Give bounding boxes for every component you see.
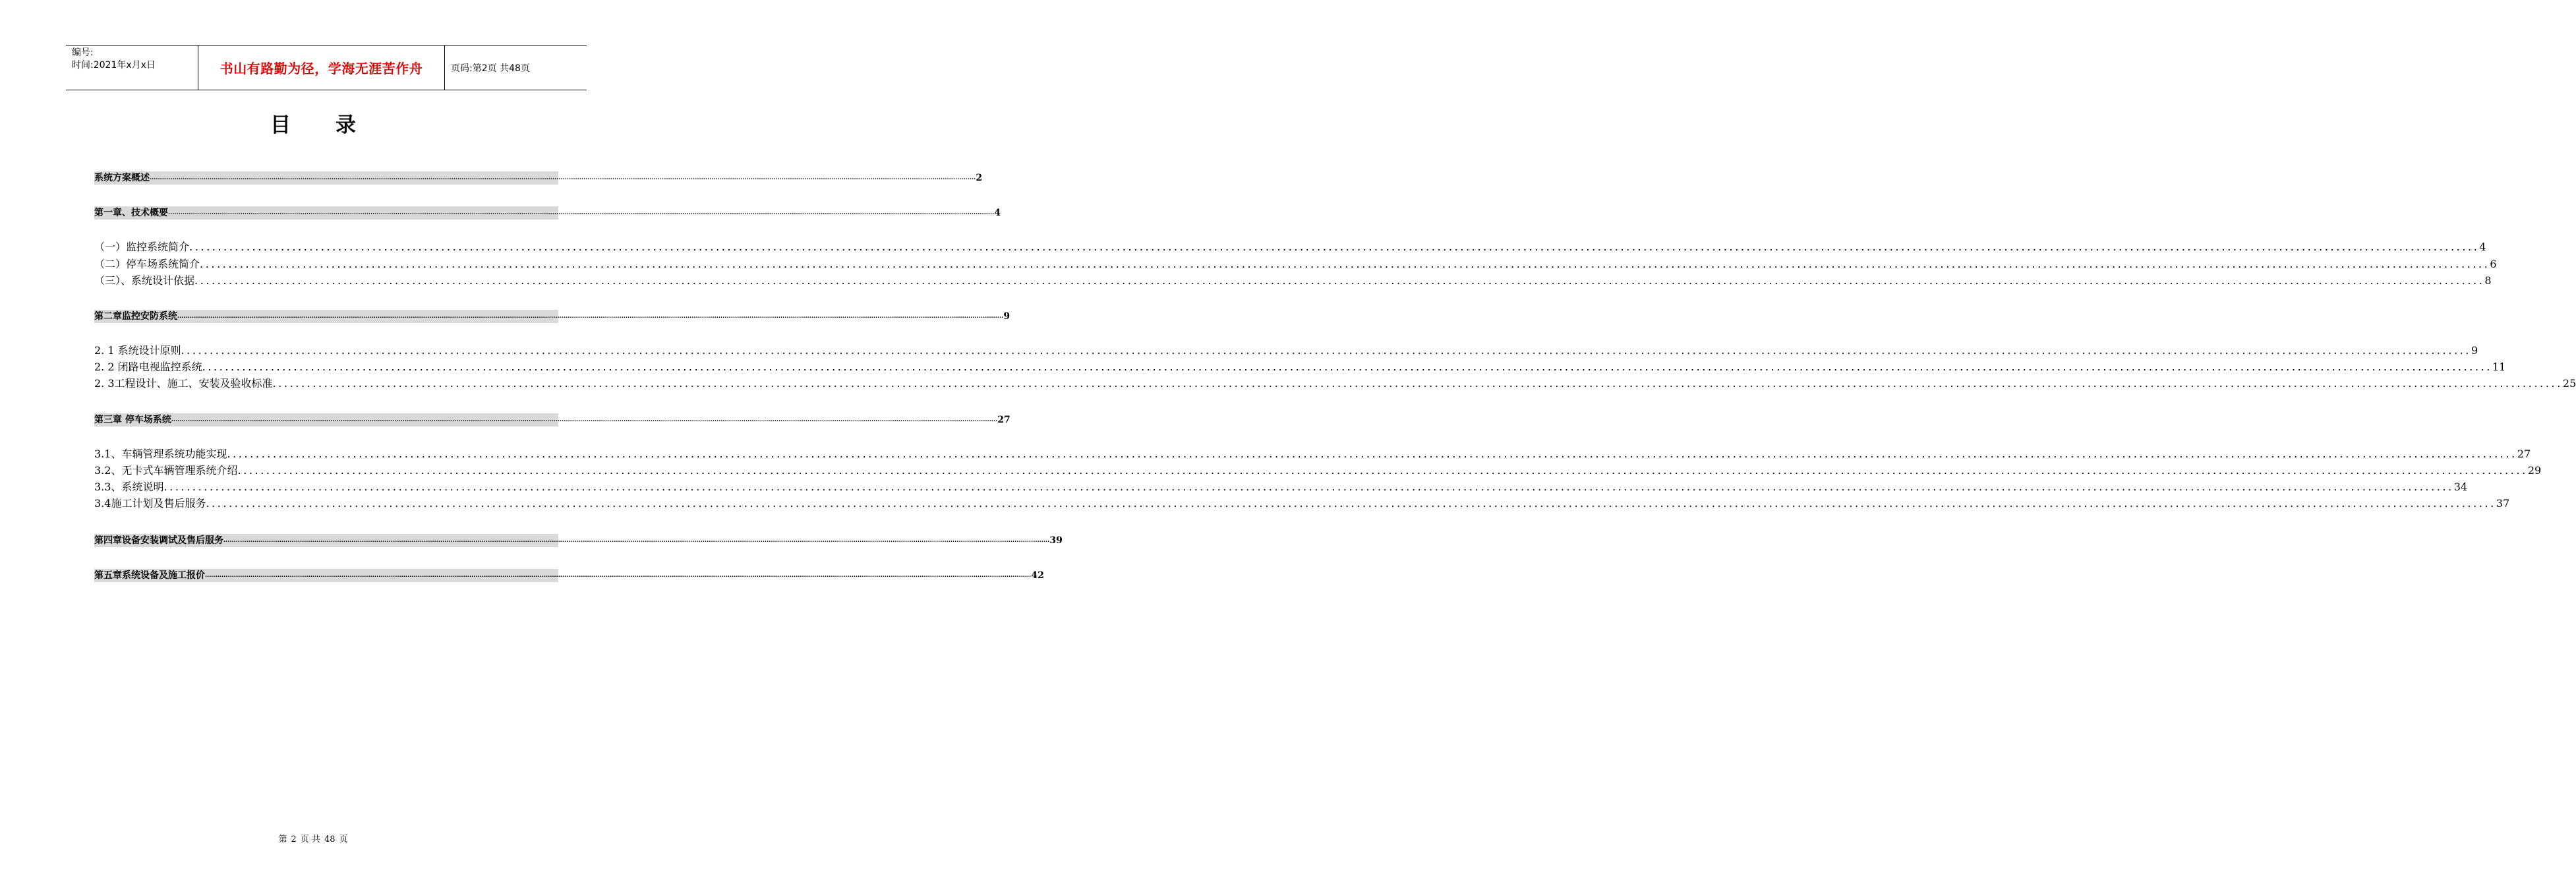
toc-entry-label: （二）停车场系统简介 xyxy=(94,258,200,270)
toc-entry-page: 27 xyxy=(997,415,1010,425)
toc-entry-label: 3.3、系统说明 xyxy=(94,481,164,493)
toc-entry-label: （一）监控系统简介 xyxy=(94,241,190,253)
toc-entry-label: 3.4施工计划及售后服务 xyxy=(94,497,206,510)
toc-entry-page: 2 xyxy=(976,173,983,183)
toc-leader-dots: ................................................................................................................................................................................................................................................................................................................................................................................................................ xyxy=(189,241,2480,253)
header-page-info: 页码:第2页 共48页 xyxy=(451,63,530,74)
toc-entry[interactable] xyxy=(94,171,983,185)
toc-entry-page: 11 xyxy=(2492,361,2506,373)
doc-number-label: 编号: xyxy=(72,47,94,58)
header-motto: 书山有路勤为径，学海无涯苦作舟 xyxy=(198,45,445,90)
toc-leader-dots: ................................................................................................................................................................................................................................................................................................................................................................................................................ xyxy=(194,274,2485,287)
toc-entry[interactable] xyxy=(94,569,1044,582)
toc-entry-label: 2. 3工程设计、施工、安装及验收标准 xyxy=(94,377,273,390)
toc-entry[interactable] xyxy=(94,496,2510,512)
toc-entry[interactable] xyxy=(94,413,1010,427)
toc-entry-label: 第一章、技术概要 xyxy=(94,208,168,218)
toc-entry-label: 2. 1 系统设计原则 xyxy=(94,344,181,357)
toc-entry[interactable] xyxy=(94,534,1063,547)
toc-entry-page: 37 xyxy=(2496,497,2510,510)
page-header xyxy=(66,45,587,90)
toc-title: 目录 xyxy=(270,113,401,137)
doc-time-label: 时间:2021年x月x日 xyxy=(72,60,156,71)
toc-leader-dots: ................................................................................................................................................................................................................................................................................................................................................................................................................ xyxy=(163,481,2454,493)
toc-entry-page: 27 xyxy=(2517,448,2531,460)
toc-entry[interactable] xyxy=(94,446,2531,462)
toc-leader-dots: ................................................................................................................................................................................................................................................................................................................................................................................................................ xyxy=(223,537,1050,544)
toc-entry[interactable] xyxy=(94,479,2468,495)
toc-entry-label: 3.2、无卡式车辆管理系统介绍 xyxy=(94,464,238,477)
toc-entry-page: 9 xyxy=(1003,311,1010,322)
toc-entry-label: 系统方案概述 xyxy=(94,173,150,183)
toc-entry-page: 34 xyxy=(2453,481,2468,493)
toc-entry-page: 4 xyxy=(994,208,1001,218)
toc-leader-dots: ................................................................................................................................................................................................................................................................................................................................................................................................................ xyxy=(272,377,2563,390)
toc-entry[interactable] xyxy=(94,273,2492,289)
toc-entry[interactable] xyxy=(94,206,1001,220)
toc-entry[interactable] xyxy=(94,256,2497,272)
toc-entry-page: 42 xyxy=(1031,570,1044,581)
footer-prefix: 第 xyxy=(278,835,287,844)
toc-entry[interactable] xyxy=(94,239,2486,255)
toc-entry-page: 6 xyxy=(2490,258,2497,270)
toc-entry-label: （三）、系统设计依据 xyxy=(94,274,195,287)
toc-entry-label: 3.1、车辆管理系统功能实现 xyxy=(94,448,227,460)
toc-leader-dots: ................................................................................................................................................................................................................................................................................................................................................................................................................ xyxy=(171,417,998,423)
toc-entry-label: 第二章监控安防系统 xyxy=(94,311,177,322)
footer-current-page: 2 xyxy=(291,835,297,844)
toc-entry[interactable] xyxy=(94,359,2506,375)
toc-leader-dots: ................................................................................................................................................................................................................................................................................................................................................................................................................ xyxy=(181,344,2471,357)
toc-entry-page: 29 xyxy=(2527,464,2542,477)
toc-entry-label: 第三章 停车场系统 xyxy=(94,415,171,425)
footer-middle: 页 共 xyxy=(300,835,320,844)
page-footer xyxy=(0,832,626,844)
toc-leader-dots: ................................................................................................................................................................................................................................................................................................................................................................................................................ xyxy=(168,210,995,216)
toc-leader-dots: ................................................................................................................................................................................................................................................................................................................................................................................................................ xyxy=(150,175,976,181)
toc-entry-page: 4 xyxy=(2479,241,2486,253)
header-meta xyxy=(66,45,198,90)
toc-entry[interactable] xyxy=(94,343,2478,359)
toc-leader-dots: ................................................................................................................................................................................................................................................................................................................................................................................................................ xyxy=(200,258,2490,270)
toc-leader-dots: ................................................................................................................................................................................................................................................................................................................................................................................................................ xyxy=(205,572,1032,579)
toc-entry-page: 8 xyxy=(2484,274,2492,287)
toc-leader-dots: ................................................................................................................................................................................................................................................................................................................................................................................................................ xyxy=(177,313,1004,320)
toc-entry-label: 2. 2 闭路电视监控系统 xyxy=(94,361,202,373)
toc-entry-page: 25 xyxy=(2562,377,2576,390)
toc-entry[interactable] xyxy=(94,376,2576,392)
footer-suffix: 页 xyxy=(339,835,348,844)
toc-entry[interactable] xyxy=(94,310,1010,323)
toc-leader-dots: ................................................................................................................................................................................................................................................................................................................................................................................................................ xyxy=(227,448,2517,460)
toc-entry-page: 39 xyxy=(1049,535,1063,546)
toc-entry-page: 9 xyxy=(2471,344,2478,357)
toc-leader-dots: ................................................................................................................................................................................................................................................................................................................................................................................................................ xyxy=(202,361,2492,373)
toc-leader-dots: ................................................................................................................................................................................................................................................................................................................................................................................................................ xyxy=(237,464,2528,477)
toc-leader-dots: ................................................................................................................................................................................................................................................................................................................................................................................................................ xyxy=(206,497,2496,510)
toc-entry-label: 第四章设备安装调试及售后服务 xyxy=(94,535,223,546)
toc-entry-label: 第五章系统设备及施工报价 xyxy=(94,570,205,581)
footer-total-pages: 48 xyxy=(324,835,336,844)
toc-entry[interactable] xyxy=(94,463,2542,479)
